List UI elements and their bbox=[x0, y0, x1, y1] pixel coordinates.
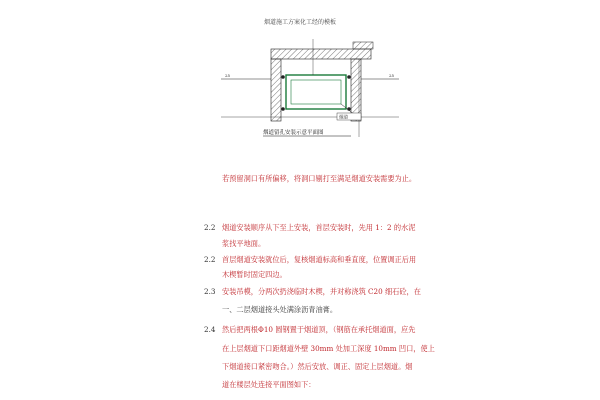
diagram-caption: 烟道留孔安装示意平面图 bbox=[263, 130, 324, 136]
paragraph-joint-sealant: 一、二层烟道接头处满涂沥青油膏。 bbox=[222, 305, 338, 314]
installation-diagram bbox=[213, 37, 403, 142]
paragraph-rebar-4: 道在楼层处连接平面图如下： bbox=[222, 380, 316, 389]
paragraph-formwork: 安装吊模，分两次扔浇临时木楔，并对称浇筑 C20 细石砼，在 bbox=[222, 287, 421, 296]
anchor-marker bbox=[281, 75, 285, 79]
paragraph-rebar-2: 在上层烟道下口距烟道外壁 30mm 处加工深度 10mm 凹口，使上 bbox=[222, 344, 435, 353]
upper-slab bbox=[271, 49, 371, 59]
paragraph-offset-note: 若预留洞口有所偏移，将洞口剔打至满足烟道安装需要为止。 bbox=[222, 174, 417, 183]
right-beam bbox=[353, 42, 373, 49]
section-number: 2.4 bbox=[204, 325, 216, 334]
anchor-marker bbox=[281, 107, 285, 111]
paragraph-rebar-3: 下烟道接口紧密吻合。）然后安放、调正、固定上层烟道。烟 bbox=[222, 362, 413, 371]
dim-left-label: 25 bbox=[225, 73, 231, 78]
section-number: 2.2 bbox=[204, 255, 216, 264]
diagram-svg bbox=[213, 37, 403, 142]
anchor-marker bbox=[347, 75, 351, 79]
left-wall bbox=[271, 59, 281, 121]
dim-right-label: 25 bbox=[389, 73, 395, 78]
paragraph-install-order-1: 烟道安装顺序从下至上安装，首层安装时，先用 1：2 的水泥 bbox=[222, 223, 416, 232]
section-number: 2.3 bbox=[204, 287, 216, 296]
duct-label: 烟道 bbox=[339, 115, 348, 121]
duct-inner bbox=[291, 80, 341, 104]
paragraph-first-floor-1: 首层烟道安装就位后，复核烟道标高和垂直度，位置调正后用 bbox=[222, 255, 417, 264]
page-header: 烟道施工方案化工经的模板 bbox=[263, 19, 336, 26]
paragraph-rebar-1: 然后把两根Φ10 圆钢置于烟道顶，（钢筋在承托烟道面，应先 bbox=[222, 325, 416, 334]
section-number: 2.2 bbox=[204, 223, 216, 232]
right-wall bbox=[351, 59, 361, 121]
paragraph-first-floor-2: 木楔暂时固定四边。 bbox=[222, 270, 287, 279]
paragraph-install-order-2: 浆找平地面。 bbox=[222, 239, 266, 248]
